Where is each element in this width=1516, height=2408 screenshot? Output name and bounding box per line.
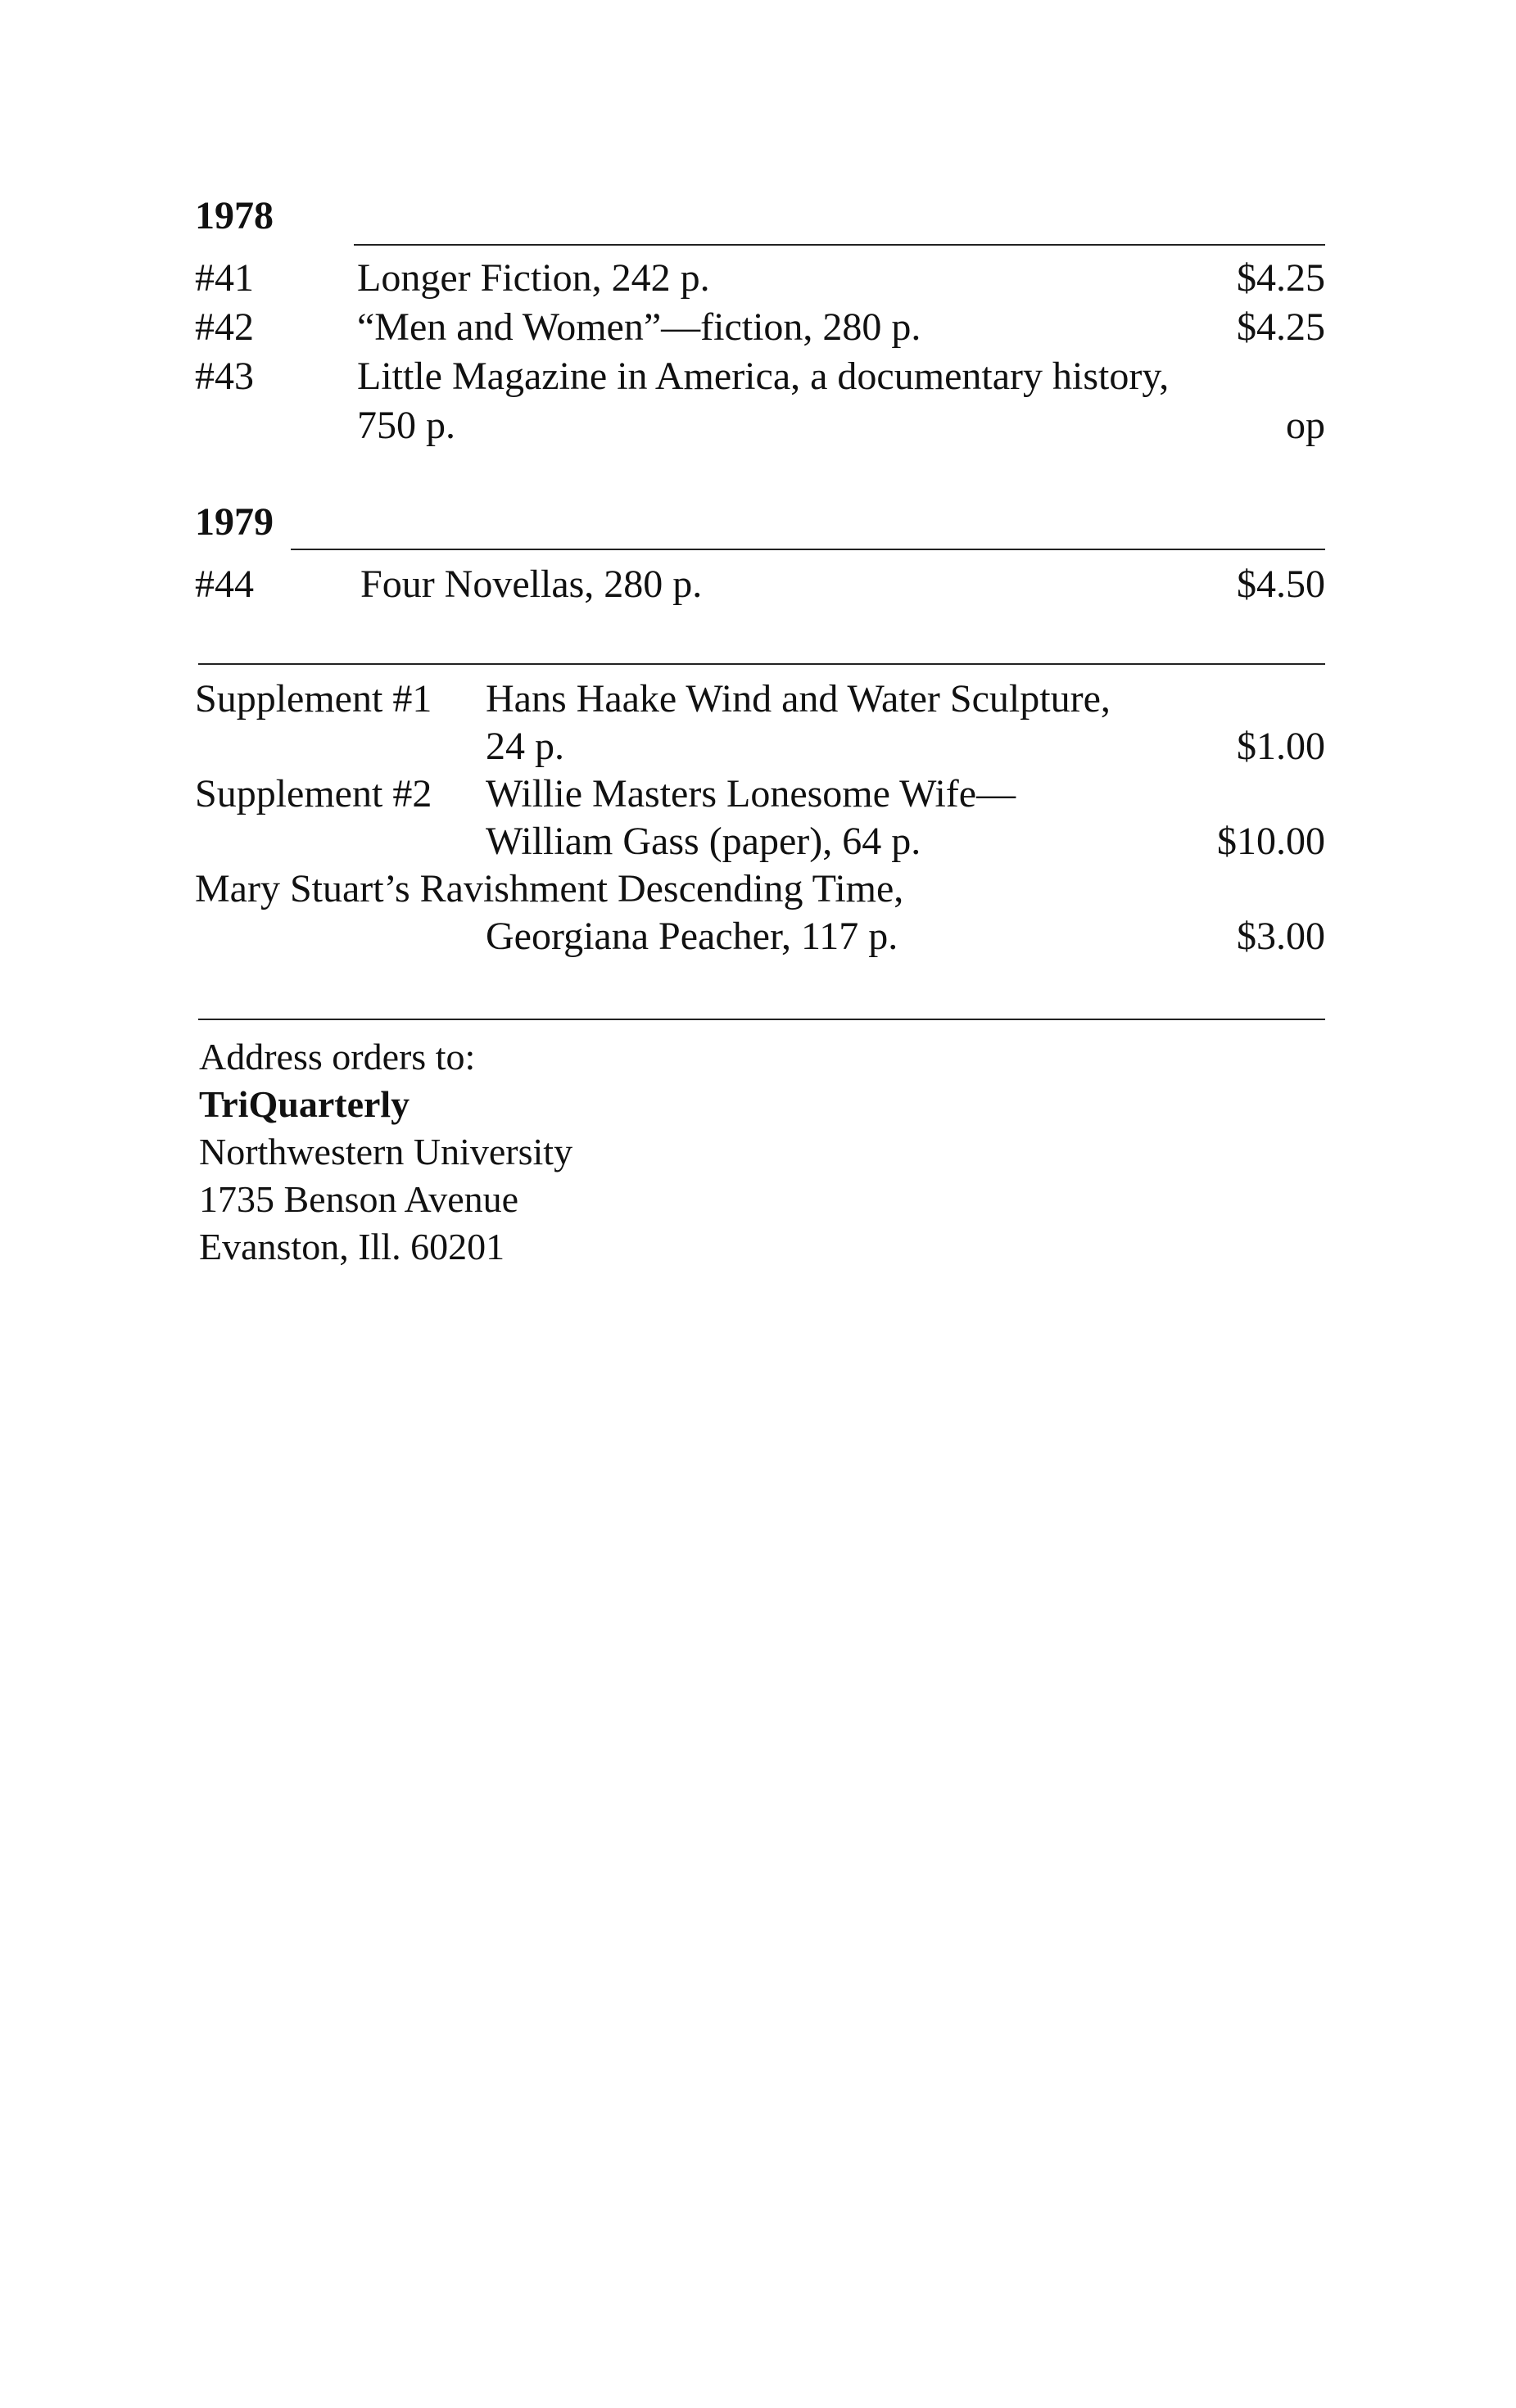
- issue-title: Four Novellas, 280 p.: [360, 562, 703, 606]
- supplement-title-continued: 24 p.: [486, 725, 564, 768]
- supplement-price: $1.00: [1237, 725, 1325, 768]
- supplement-label: Supplement #1: [195, 677, 432, 721]
- year-heading-1978: 1978: [195, 194, 274, 237]
- supplement-title: Willie Masters Lonesome Wife—: [486, 772, 1016, 815]
- address-intro: Address orders to:: [199, 1036, 476, 1078]
- supplement-title-continued: William Gass (paper), 64 p.: [486, 820, 921, 863]
- issue-number: #44: [195, 562, 254, 606]
- issue-title: “Men and Women”—fiction, 280 p.: [357, 305, 921, 349]
- supplements-rule: [198, 663, 1325, 665]
- issue-title: Little Magazine in America, a documentary history,: [357, 355, 1170, 398]
- issue-price: $4.50: [1237, 562, 1325, 606]
- supplement-price: $10.00: [1217, 820, 1325, 863]
- issue-price: $4.25: [1237, 305, 1325, 349]
- address-line: Northwestern University: [199, 1131, 573, 1172]
- address-line: 1735 Benson Avenue: [199, 1178, 519, 1220]
- supplement-label: Mary Stuart’s Ravishment Descending Time,: [195, 867, 904, 910]
- issue-title: Longer Fiction, 242 p.: [357, 256, 710, 300]
- issue-price: op: [1286, 404, 1325, 447]
- year-heading-1979: 1979: [195, 500, 274, 544]
- issue-title-continued: 750 p.: [357, 404, 455, 447]
- supplement-title: Hans Haake Wind and Water Sculpture,: [486, 677, 1111, 721]
- supplement-label: Supplement #2: [195, 772, 432, 815]
- section-rule-1979: [291, 549, 1325, 550]
- order-address-block: [199, 1033, 572, 1271]
- supplement-title-continued: Georgiana Peacher, 117 p.: [486, 915, 898, 958]
- supplement-price: $3.00: [1237, 915, 1325, 958]
- issue-number: #42: [195, 305, 254, 349]
- address-line: Evanston, Ill. 60201: [199, 1226, 505, 1267]
- issue-number: #41: [195, 256, 254, 300]
- address-rule: [198, 1019, 1325, 1020]
- issue-number: #43: [195, 355, 254, 398]
- issue-price: $4.25: [1237, 256, 1325, 300]
- section-rule-1978: [354, 244, 1325, 246]
- publisher-name: TriQuarterly: [199, 1083, 410, 1125]
